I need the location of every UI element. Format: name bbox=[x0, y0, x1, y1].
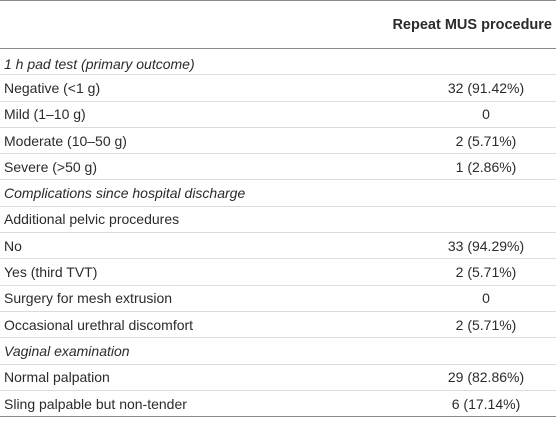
row-label: Normal palpation bbox=[0, 364, 350, 390]
table-row bbox=[0, 180, 556, 206]
table-row bbox=[0, 206, 556, 232]
row-value: 2 (5.71%) bbox=[350, 259, 556, 285]
table-row bbox=[0, 101, 556, 127]
table-row bbox=[0, 75, 556, 101]
row-value: 33 (94.29%) bbox=[350, 233, 556, 259]
row-value: 0 bbox=[350, 285, 556, 311]
row-label: Surgery for mesh extrusion bbox=[0, 285, 350, 311]
row-value: 32 (91.42%) bbox=[350, 75, 556, 101]
row-label: Negative (<1 g) bbox=[0, 75, 350, 101]
row-label: 1 h pad test (primary outcome) bbox=[0, 49, 350, 75]
table-row bbox=[0, 285, 556, 311]
table-body bbox=[0, 49, 556, 417]
row-label: Vaginal examination bbox=[0, 338, 350, 364]
table-row bbox=[0, 338, 556, 364]
table-header-row bbox=[0, 1, 556, 49]
row-label: Severe (>50 g) bbox=[0, 154, 350, 180]
table-row bbox=[0, 311, 556, 337]
table-row bbox=[0, 49, 556, 75]
table-row bbox=[0, 259, 556, 285]
row-label: Yes (third TVT) bbox=[0, 259, 350, 285]
row-value: 29 (82.86%) bbox=[350, 364, 556, 390]
table-row bbox=[0, 154, 556, 180]
row-value bbox=[350, 49, 556, 75]
row-label: No bbox=[0, 233, 350, 259]
row-value bbox=[350, 338, 556, 364]
row-label: Moderate (10–50 g) bbox=[0, 127, 350, 153]
row-label: Occasional urethral discomfort bbox=[0, 311, 350, 337]
table-row bbox=[0, 233, 556, 259]
row-label: Additional pelvic procedures bbox=[0, 206, 350, 232]
row-value: 1 (2.86%) bbox=[350, 154, 556, 180]
row-value: 2 (5.71%) bbox=[350, 311, 556, 337]
row-value: 0 bbox=[350, 101, 556, 127]
row-value: 2 (5.71%) bbox=[350, 127, 556, 153]
row-label: Sling palpable but non-tender bbox=[0, 390, 350, 416]
row-value bbox=[350, 180, 556, 206]
row-value bbox=[350, 206, 556, 232]
table-row bbox=[0, 364, 556, 390]
header-label-cell bbox=[0, 1, 350, 49]
row-label: Mild (1–10 g) bbox=[0, 101, 350, 127]
table-row bbox=[0, 127, 556, 153]
table-row bbox=[0, 390, 556, 416]
header-column-repeat-mus: Repeat MUS procedure bbox=[350, 1, 556, 49]
row-label: Complications since hospital discharge bbox=[0, 180, 350, 206]
row-value: 6 (17.14%) bbox=[350, 390, 556, 416]
